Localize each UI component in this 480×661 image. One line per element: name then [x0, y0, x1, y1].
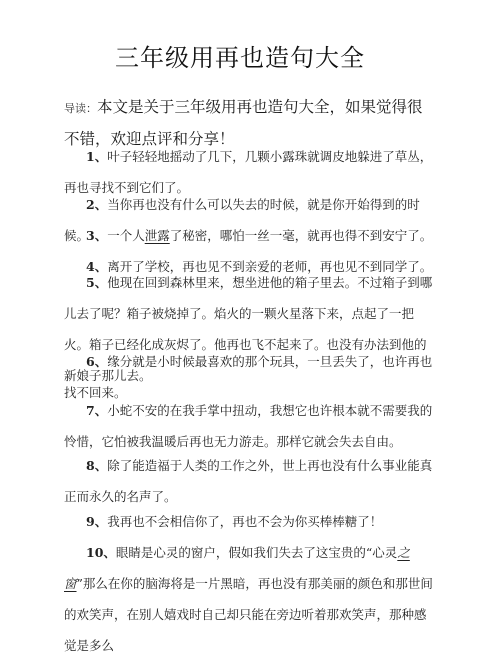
item-text-cont: ”那么在你的脑海将是一片黑暗，再也没有那美丽的颜色和那世间的欢笑声，在别人嬉戏时自己却只能在旁边听着那欢笑声，那种感觉是多么 — [64, 576, 433, 653]
item-number: 5、 — [86, 275, 108, 290]
item-number: 10、 — [86, 545, 116, 560]
item-number: 6、 — [86, 354, 108, 369]
item-number: 1、 — [86, 149, 108, 164]
item-number: 9、 — [86, 514, 108, 529]
item-number: 4、 — [86, 259, 108, 274]
sentence-item-9 — [64, 506, 434, 537]
sentence-item-10 — [64, 537, 434, 661]
sentence-item-7 — [64, 395, 434, 457]
underlined-word: 之窗 — [64, 545, 410, 591]
item-number: 8、 — [86, 458, 108, 473]
document-title: 三年级用再也造句大全 — [115, 44, 365, 72]
item-number: 3、 — [86, 228, 108, 243]
intro-text: 本文是关于三年级用再也造句大全，如果觉得很不错，欢迎点评和分享！ — [64, 98, 423, 148]
item-text: 小蛇不安的在我手掌中扭动，我想它也许根本就不需要我的怜惜，它怕被我温暖后再也无力游走。那样它就会失去自由。 — [64, 403, 433, 449]
item-text-cont: 了秘密，哪怕一丝一毫，就再也得不到安宁了。 — [169, 228, 433, 243]
item-text: 他现在回到森林里来，想坐进他的箱子里去。不过箱子到哪儿去了呢？箱子被烧掉了。焰火的一颗火星落下来，点起了一把火。箱子已经化成灰烬了。他再也飞不起来了。也没有办法到他的新娘子那儿去。 — [64, 275, 433, 383]
item-text: 除了能造福于人类的工作之外，世上再也没有什么事业能真正而永久的名声了。 — [64, 458, 433, 504]
item-text: 叶子轻轻地摇动了几下，几颗小露珠就调皮地躲进了草丛，再也寻找不到它们了。 — [64, 149, 433, 195]
underlined-word: 泄露 — [144, 228, 170, 243]
item-text: 眼睛是心灵的窗户，假如我们失去了这宝贵的“心灵 — [115, 545, 398, 560]
item-text: 一个人 — [107, 228, 145, 243]
sentence-item-3 — [64, 220, 434, 251]
item-text: 离开了学校，再也见不到亲爱的老师，再也见不到同学了。 — [107, 259, 433, 274]
item-text: 当你再也没有什么可以失去的时候，就是你开始得到的时候。 — [64, 197, 420, 243]
item-text: 我再也不会相信你了，再也不会为你买棒棒糖了！ — [107, 514, 383, 529]
item-number: 7、 — [86, 403, 108, 418]
sentence-item-8 — [64, 450, 434, 512]
item-text: 缘分就是小时候最喜欢的那个玩具，一旦丢失了，也许再也找不回来。 — [64, 354, 433, 400]
item-number: 2、 — [86, 197, 108, 212]
intro-lead-label: 导读： — [64, 102, 97, 115]
